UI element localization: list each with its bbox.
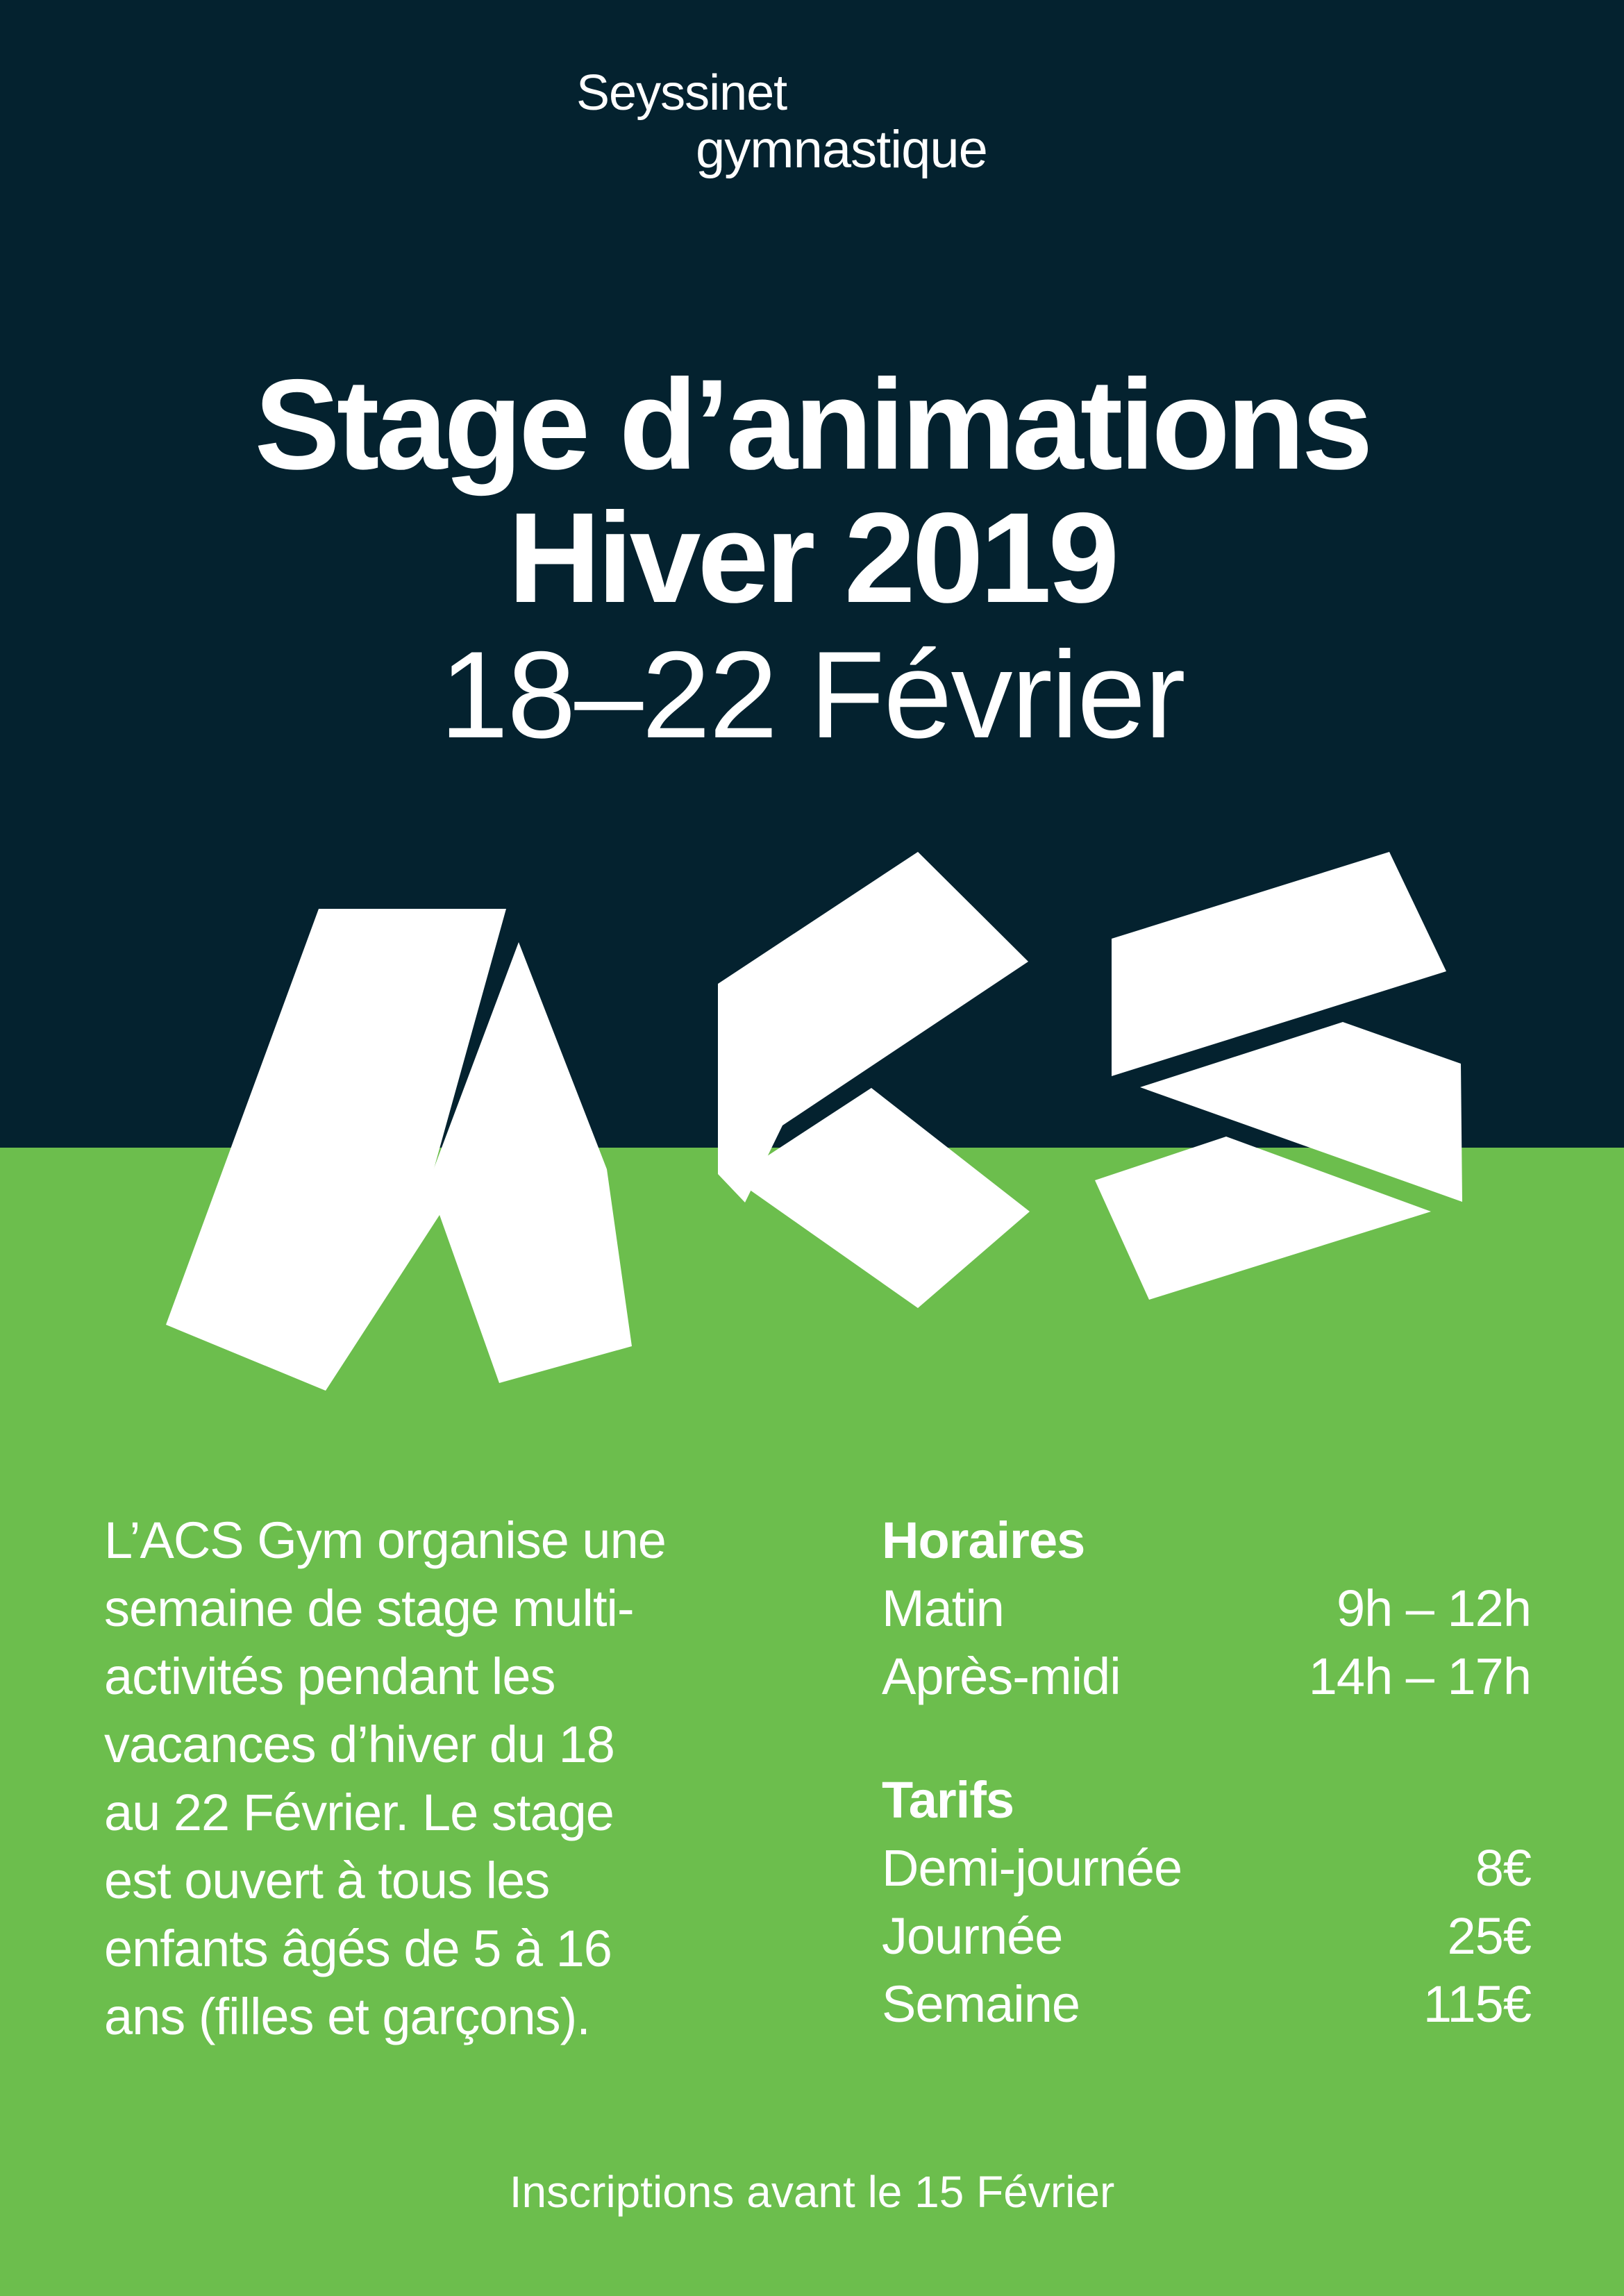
letter-c: [718, 852, 1030, 1308]
footer-note: Inscriptions avant le 15 Février: [509, 2167, 1115, 2217]
tarifs-row-demi-journee: [882, 1834, 1531, 1902]
tarifs-label: Demi-journée: [882, 1839, 1182, 1897]
schedule-and-pricing-column: [882, 1507, 1531, 2038]
horaires-label: Après-midi: [882, 1648, 1121, 1705]
letter-s: [1095, 852, 1462, 1300]
title-line1: Stage d’animations: [254, 353, 1370, 496]
description-line: ans (filles et garçons).: [104, 1988, 590, 2045]
description-line: semaine de stage multi-: [104, 1579, 634, 1637]
letter-a: [166, 909, 632, 1391]
description-line: vacances d’hiver du 18: [104, 1716, 614, 1773]
title-dates: 18–22 Février: [440, 626, 1184, 764]
description-paragraph: [104, 1507, 798, 2051]
horaires-label: Matin: [882, 1579, 1004, 1637]
tarifs-title: Tarifs: [882, 1771, 1014, 1829]
tarifs-value: 25€: [1447, 1907, 1531, 1965]
horaires-row-matin: [882, 1575, 1531, 1643]
tarifs-row-semaine: [882, 1970, 1531, 2038]
description-line: est ouvert à tous les: [104, 1852, 550, 1909]
title-line2: Hiver 2019: [508, 487, 1116, 630]
horaires-value: 14h – 17h: [1308, 1648, 1531, 1705]
tarifs-label: Semaine: [882, 1975, 1080, 2033]
tarifs-value: 8€: [1475, 1839, 1531, 1897]
section-gap: [882, 1711, 1531, 1766]
horaires-title: Horaires: [882, 1511, 1085, 1569]
tarifs-row-journee: [882, 1902, 1531, 1970]
brand-line-seyssinet: Seyssinet: [576, 65, 787, 121]
description-line: au 22 Février. Le stage: [104, 1784, 614, 1841]
horaires-value: 9h – 12h: [1336, 1579, 1531, 1637]
description-line: enfants âgés de 5 à 16: [104, 1920, 612, 1977]
brand-line-gymnastique: gymnastique: [696, 120, 987, 179]
description-line: activités pendant les: [104, 1648, 555, 1705]
tarifs-value: 115€: [1423, 1975, 1531, 2033]
description-line: L’ACS Gym organise une: [104, 1511, 666, 1569]
tarifs-label: Journée: [882, 1907, 1063, 1965]
horaires-row-apres-midi: [882, 1643, 1531, 1711]
